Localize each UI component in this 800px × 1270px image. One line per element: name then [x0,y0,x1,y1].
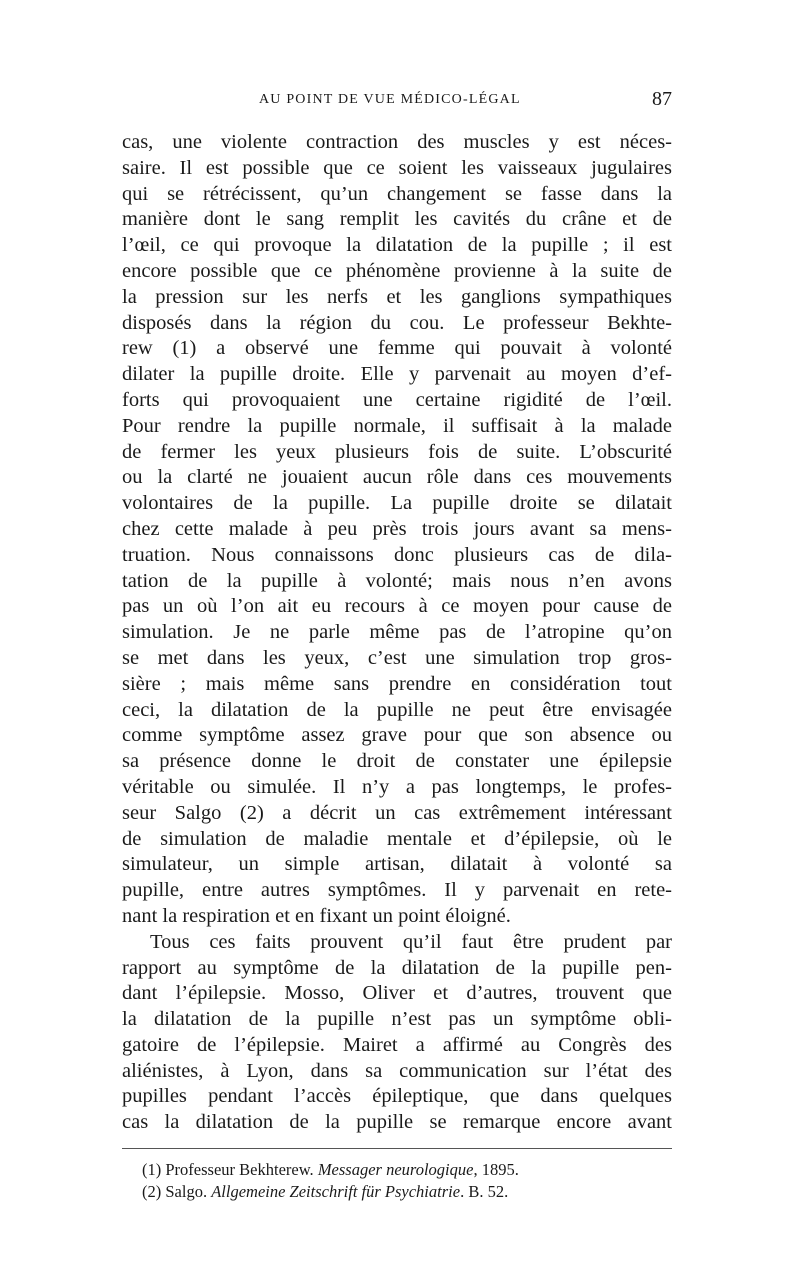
text-line: rew (1) a observé une femme qui pouvait à volonté [122,337,672,360]
text-line: pupilles pendant l’accès épileptique, que dans quelques [122,1085,672,1108]
text-line: gatoire de l’épilepsie. Mairet a affirmé au Congrès des [122,1033,672,1056]
text-line: forts qui provoquaient une certaine rigidité de l’œil. [122,388,672,411]
text-line: nant la respiration et en fixant un point éloigné. [122,904,511,927]
footnote-text: Professeur Bekhterew. [165,1160,314,1180]
text-line: truation. Nous connaissons donc plusieurs cas de dila- [122,543,672,566]
text-line: encore possible que ce phénomène provienne à la suite de [122,259,672,282]
footnote-marker: (1) [142,1160,162,1180]
body-text [122,130,672,1136]
footnote-title: Allgemeine Zeitschrift für Psychiatrie [211,1182,461,1202]
text-line: sa présence donne le droit de constater une épilepsie [122,750,672,773]
text-line: cas la dilatation de la pupille se remarque encore avant [122,1111,672,1134]
text-line: simulation. Je ne parle même pas de l’atropine qu’on [122,621,672,644]
text-line: disposés dans la région du cou. Le professeur Bekhte- [122,311,672,334]
running-head: AU POINT DE VUE MÉDICO-LÉGAL [259,92,521,107]
text-line: la pression sur les nerfs et les ganglions sympathiques [122,285,672,308]
text-line: qui se rétrécissent, qu’un changement se fasse dans la [122,182,672,205]
text-line: dant l’épilepsie. Mosso, Oliver et d’autres, trouvent que [122,982,672,1005]
text-line: véritable ou simulée. Il n’y a pas longtemps, le profes- [122,775,672,798]
page-number: 87 [652,88,672,110]
text-line: seur Salgo (2) a décrit un cas extrêmement intéressant [122,801,672,824]
text-line: se met dans les yeux, c’est une simulation trop gros- [122,646,672,669]
text-line: saire. Il est possible que ce soient les vaisseaux jugulaires [122,156,672,179]
text-line: aliénistes, à Lyon, dans sa communication sur l’état des [122,1059,672,1082]
text-line: ceci, la dilatation de la pupille ne peut être envisagée [122,698,672,721]
footnote-2 [122,1181,672,1203]
text-line: dilater la pupille droite. Elle y parvenait au moyen d’ef- [122,363,672,386]
text-line: Tous ces faits prouvent qu’il faut être prudent par [150,930,672,953]
text-line: sière ; mais même sans prendre en considération tout [122,672,672,695]
text-line: Pour rendre la pupille normale, il suffisait à la malade [122,414,672,437]
text-line: chez cette malade à peu près trois jours avant sa mens- [122,517,672,540]
text-line: pupille, entre autres symptômes. Il y parvenait en rete- [122,879,672,902]
text-line: la dilatation de la pupille n’est pas un symptôme obli- [122,1008,672,1031]
text-line: tation de la pupille à volonté; mais nous n’en avons [122,569,672,592]
page-header [122,88,672,124]
footnote-1 [122,1159,672,1181]
text-line: pas un où l’on ait eu recours à ce moyen pour cause de [122,595,672,618]
text-line: de simulation de maladie mentale et d’épilepsie, où le [122,827,672,850]
text-line: volontaires de la pupille. La pupille droite se dilatait [122,492,672,515]
footnote-text: Salgo. [165,1182,208,1202]
book-page [122,88,672,1203]
footnote-title: Messager neurologique [317,1160,474,1180]
text-line: cas, une violente contraction des muscles y est néces- [122,131,672,153]
text-line: simulateur, un simple artisan, dilatait à volonté sa [122,853,672,876]
paragraph-1 [122,130,672,930]
text-line: l’œil, ce qui provoque la dilatation de la pupille ; il est [122,234,672,257]
footnote-marker: (2) [142,1182,162,1202]
footnotes [122,1159,672,1203]
footnote-tail: , 1895. [473,1160,519,1180]
footnote-divider [122,1148,672,1149]
footnote-tail: . B. 52. [460,1182,509,1202]
text-line: de fermer les yeux plusieurs fois de suite. L’obscurité [122,440,672,463]
text-line: ou la clarté ne jouaient aucun rôle dans ces mouvements [122,466,672,489]
text-line: manière dont le sang remplit les cavités du crâne et de [122,208,672,231]
text-line: comme symptôme assez grave pour que son absence ou [122,724,672,747]
text-line: rapport au symptôme de la dilatation de la pupille pen- [122,956,672,979]
paragraph-2 [122,930,672,1136]
